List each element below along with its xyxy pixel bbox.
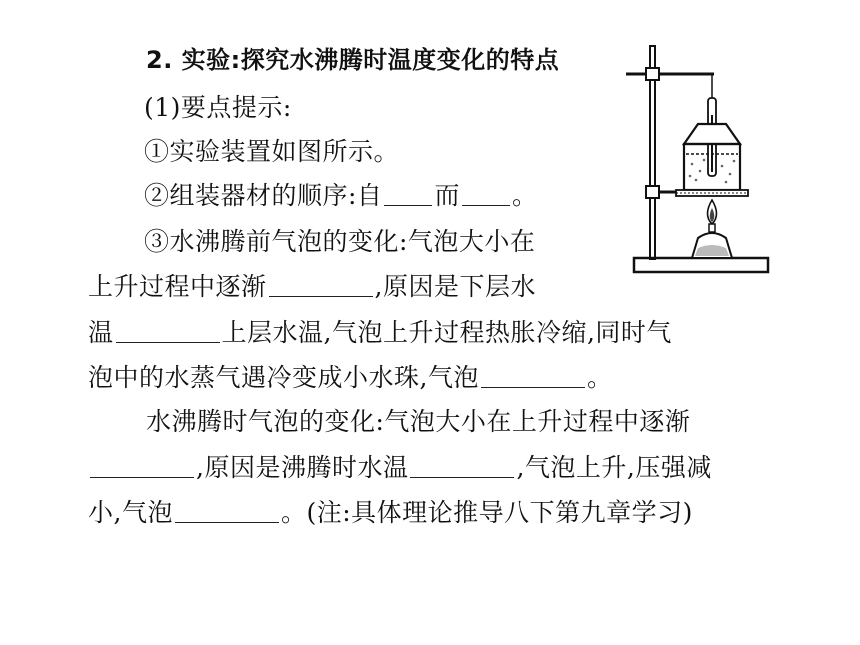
item-3-text: 上层水温,气泡上升过程热胀冷缩,同时气 [221,318,672,347]
boiling-line-2 [88,452,712,484]
boiling-text: ,原因是沸腾时水温 [196,453,409,482]
answer-blank[interactable] [462,181,510,206]
answer-blank[interactable] [384,181,432,206]
item-1: ①实验装置如图所示。 [144,137,400,166]
boiling-text: ,气泡上升,压强减 [516,453,712,482]
answer-blank[interactable] [175,498,279,523]
answer-blank[interactable] [90,453,194,478]
beaker-lid [684,124,740,144]
stand-base [634,258,768,272]
answer-blank[interactable] [481,363,585,388]
item-2-text-b: 而 [434,181,460,210]
item-3-text: 温 [88,318,114,347]
item-3-line-3 [88,317,672,349]
item-2-text-a: ②组装器材的顺序:自 [144,181,383,210]
boiling-line-3 [88,497,693,529]
answer-blank[interactable] [269,272,373,297]
item-3-line-2 [88,271,536,303]
ring-clamp-boss [646,186,659,198]
item-3-text: 上升过程中逐渐 [88,272,267,301]
item-3-text: ,原因是下层水 [374,272,536,301]
item-2 [144,180,537,212]
clamp-boss [646,68,659,80]
item-3-text: 。 [586,363,613,392]
item-3-line-4 [88,362,612,394]
section-heading: 2. 实验:探究水沸腾时温度变化的特点 [146,46,560,74]
answer-blank[interactable] [410,453,514,478]
boiling-text: 小,气泡 [88,498,173,527]
boiling-text: 。(注:具体理论推导八下第九章学习) [280,498,693,527]
item-3-text: 泡中的水蒸气遇冷变成小水珠,气泡 [88,363,479,392]
boiling-apparatus-diagram [626,40,776,285]
key-points-label: (1)要点提示: [144,93,292,122]
boiling-line-1: 水沸腾时气泡的变化:气泡大小在上升过程中逐渐 [146,407,691,436]
item-2-text-c: 。 [511,181,538,210]
item-3-line-1: ③水沸腾前气泡的变化:气泡大小在 [144,227,536,256]
lamp-wick [709,224,715,232]
answer-blank[interactable] [116,318,220,343]
